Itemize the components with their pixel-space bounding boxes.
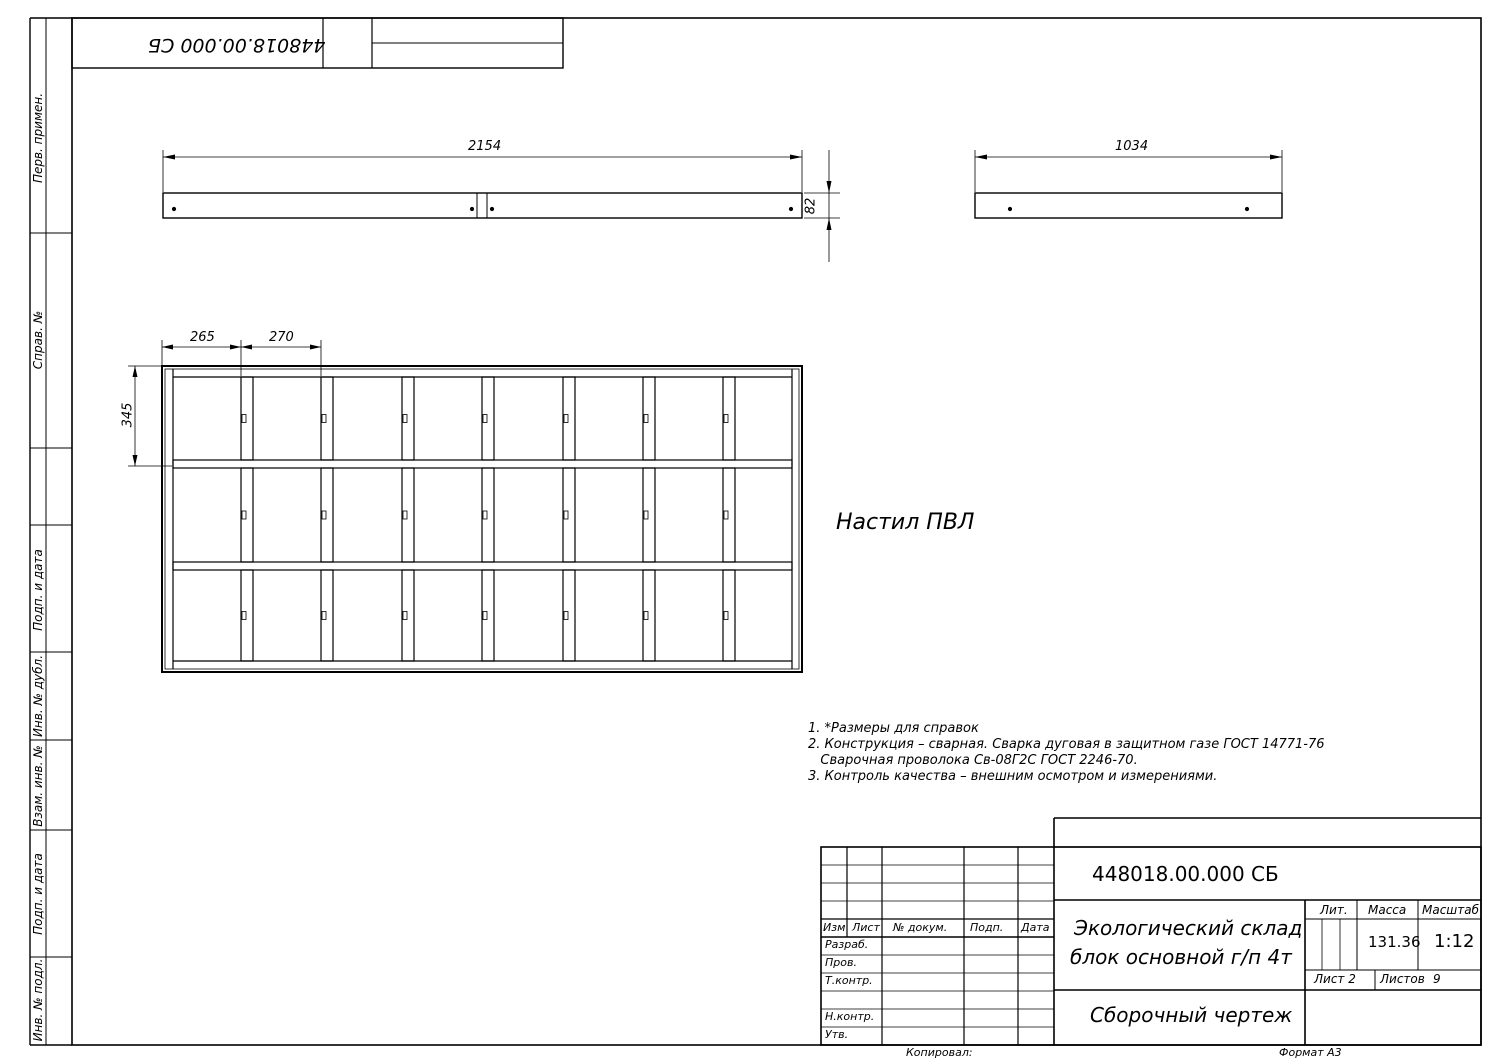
rib-clip [483, 415, 487, 423]
dim-height: 82 [803, 197, 819, 215]
rib-clip [724, 511, 728, 519]
dim-cell-pitch: 270 [269, 330, 294, 345]
panel-rib [563, 468, 575, 562]
panel-label: Настил ПВЛ [836, 510, 975, 535]
role-tkontr: Т.контр. [825, 974, 873, 987]
strip-sprav-no: Справ. № [31, 310, 45, 370]
rotated-doc-code: 448018.00.000 СБ [148, 34, 326, 56]
rib-clip [564, 612, 568, 620]
panel-rib [321, 468, 333, 562]
rib-clip [322, 612, 326, 620]
copied-label: Копировал: [906, 1046, 973, 1059]
title-line-2: блок основной г/п 4т [1070, 945, 1292, 969]
hdr-data: Дата [1021, 921, 1050, 934]
rib-clip [644, 612, 648, 620]
panel-rib [402, 468, 414, 562]
dim-first-cell: 265 [190, 330, 215, 345]
panel-rib [402, 570, 414, 661]
panel-rib [321, 377, 333, 460]
panel-rib [482, 570, 494, 661]
panel-rib [241, 468, 253, 562]
rib-clip [322, 415, 326, 423]
panel-rib [482, 468, 494, 562]
panel-rib [643, 570, 655, 661]
notes [808, 722, 1325, 786]
format-label: Формат А3 [1279, 1046, 1342, 1059]
rib-clip [242, 415, 246, 423]
rib-clip [403, 511, 407, 519]
role-utv: Утв. [825, 1028, 849, 1041]
strip-podp-data-1: Подп. и дата [31, 549, 45, 631]
rib-clip [644, 511, 648, 519]
hdr-izm: Изм [823, 921, 846, 934]
panel-rib [241, 377, 253, 460]
role-prov: Пров. [825, 956, 857, 969]
lit-label: Лит. [1320, 903, 1348, 917]
note-line: 3. Контроль качества – внешним осмотром и измерениями. [808, 769, 1218, 784]
rib-clip [242, 612, 246, 620]
dim-long-length: 2154 [468, 139, 502, 154]
mass-value: 131.36 [1368, 933, 1421, 951]
rib-clip [724, 612, 728, 620]
panel-rib [402, 377, 414, 460]
strip-inv-dubl: Инв. № дубл. [31, 654, 45, 738]
sheets-value: 9 [1433, 972, 1441, 986]
rib-clip [483, 511, 487, 519]
note-line: 1. *Размеры для справок [808, 721, 979, 736]
doc-code: 448018.00.000 СБ [1092, 862, 1279, 886]
panel-rib [482, 377, 494, 460]
panel-rib [321, 570, 333, 661]
title-line-1: Экологический склад [1074, 916, 1303, 940]
panel-rib [563, 570, 575, 661]
role-razrab: Разраб. [825, 938, 869, 951]
dim-row-height: 345 [120, 402, 136, 428]
hdr-list: Лист [852, 921, 880, 934]
rib-clip [724, 415, 728, 423]
rib-clip [242, 511, 246, 519]
panel-rib [723, 468, 735, 562]
panel-rib [241, 570, 253, 661]
role-nkontr: Н.контр. [825, 1010, 875, 1023]
panel-rib [723, 570, 735, 661]
panel-rib [643, 377, 655, 460]
rib-clip [644, 415, 648, 423]
rib-clip [322, 511, 326, 519]
hdr-podp: Подп. [970, 921, 1004, 934]
mass-label: Масса [1368, 903, 1407, 917]
rib-clip [403, 415, 407, 423]
sheet-number: Лист 2 [1314, 972, 1356, 986]
strip-podp-data-2: Подп. и дата [31, 853, 45, 935]
doc-type: Сборочный чертеж [1090, 1003, 1293, 1027]
rib-clip [564, 511, 568, 519]
hdr-doc-no: № докум. [893, 921, 948, 934]
scale-value: 1:12 [1434, 931, 1475, 952]
panel-rib [563, 377, 575, 460]
strip-inv-podl: Инв. № подл. [31, 958, 45, 1042]
strip-perv-primen: Перв. примен. [31, 92, 45, 184]
rib-clip [483, 612, 487, 620]
panel-rib [723, 377, 735, 460]
scale-label: Масштаб [1422, 903, 1480, 917]
rib-clip [564, 415, 568, 423]
strip-vzam-inv: Взам. инв. № [31, 745, 45, 827]
panel-rib [643, 468, 655, 562]
note-line: 2. Конструкция – сварная. Сварка дуговая в защитном газе ГОСТ 14771-76 [808, 737, 1325, 752]
rib-clip [403, 612, 407, 620]
sheets-label: Листов [1380, 972, 1425, 986]
note-line: Сварочная проволока Св-08Г2С ГОСТ 2246-70. [808, 753, 1138, 768]
dim-short-length: 1034 [1115, 139, 1149, 154]
